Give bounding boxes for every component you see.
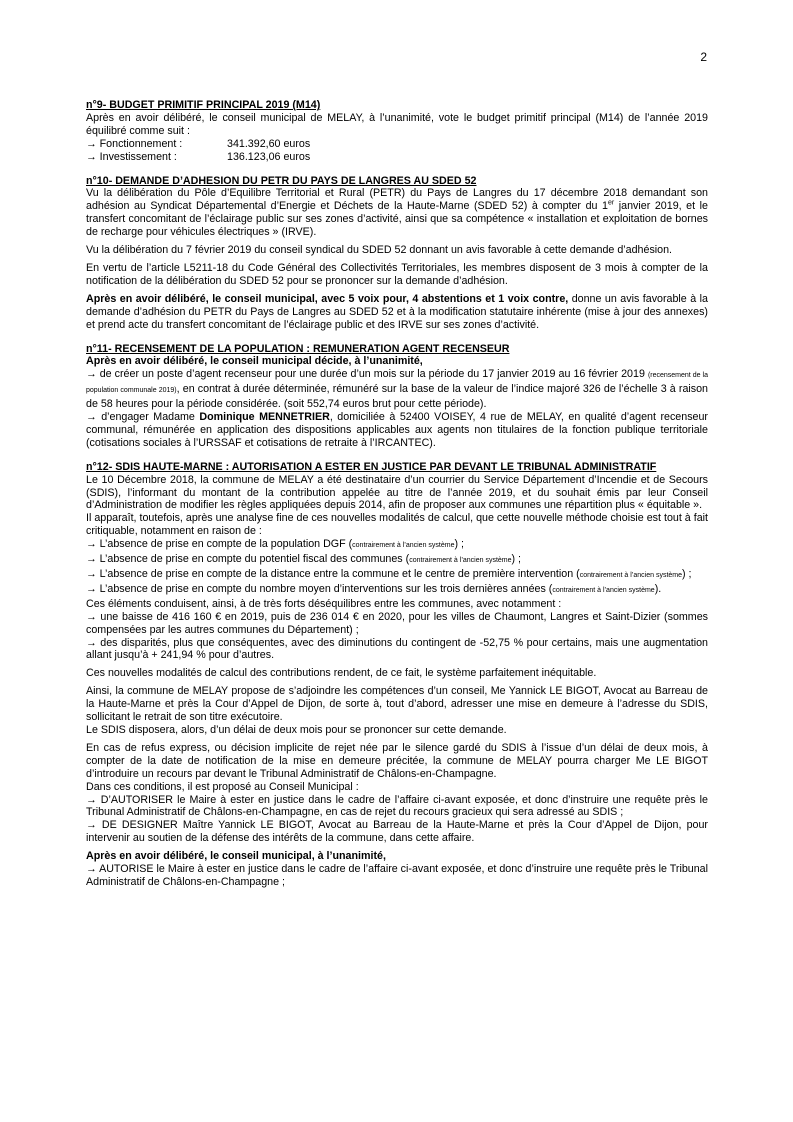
bullet-item <box>86 538 708 553</box>
section-budget <box>86 99 708 164</box>
budget-label: → Fonctionnement : <box>86 137 183 150</box>
bullet-item: → DE DESIGNER Maître Yannick LE BIGOT, Avocat au Barreau de la Haute-Marne et près la Cour d’Appel de Dijon, pour intervenir au soutien de la défense des intérêts de la commune, dans cette affaire. <box>86 819 708 845</box>
bullet-item <box>86 583 708 598</box>
superscript: er <box>607 199 615 207</box>
text: → de créer un poste d’agent recenseur pour une durée d’un mois sur la période du 17 janvier 2019 au 16 février 2019 <box>86 368 648 381</box>
section-adhesion-petr <box>86 175 708 332</box>
paragraph: Ces nouvelles modalités de calcul des contributions rendent, de ce fait, le système parfaitement inéquitable. <box>86 667 597 680</box>
budget-label: → Investissement : <box>86 150 177 163</box>
section-sdis <box>86 461 708 889</box>
paragraph: Vu la délibération du 7 février 2019 du conseil syndical du SDED 52 donnant un avis favorable à cette demande d’adhésion. <box>86 244 673 257</box>
section-heading: n°10- DEMANDE D’ADHESION DU PETR DU PAYS DE LANGRES AU SDED 52 <box>86 174 477 187</box>
section-heading: n°9- BUDGET PRIMITIF PRINCIPAL 2019 (M14) <box>86 99 321 111</box>
paragraph: Ainsi, la commune de MELAY propose de s’adjoindre les compétences d’un conseil, Me Yannick LE BIGOT, Avocat au Barreau de la Haute-Marne et près la Cour d’Appel de Dijon, de sorte à, tout d’abord, adresser une mise en demeure à l’adresse du SDIS, sollicitant le retrait de son titre exécutoire. <box>86 685 708 724</box>
paragraph: En cas de refus express, ou décision implicite de rejet née par le silence gardé du SDIS à l’issue d’un délai de deux mois, à compter de la date de notification de la mise en demeure précitée, la commune de MELAY pourra charger Me LE BIGOT d’introduire un recours par devant le Tribunal Administratif de Châlons-en-Champagne. <box>86 741 708 780</box>
budget-value: 341.392,60 euros <box>227 137 311 150</box>
section-recensement <box>86 343 708 450</box>
bullet-item: → des disparités, plus que conséquentes, avec des diminutions du contingent de -52,75 % pour certains, mais une augmentation allant jusqu’à + 241,94 % pour d’autres. <box>86 636 708 662</box>
text: donne un avis favorable à la demande d’adhésion du PETR du Pays de Langres au SDED 52 et à la modification statutaire inhérente (mise à jour des annexes) et prend acte du transfert concomitant de l’éclairage public et des IRVE sur ses zones d’activité. <box>86 292 708 331</box>
small-text: contrairement à l’ancien système <box>552 586 655 594</box>
section-heading: n°11- RECENSEMENT DE LA POPULATION : REMUNERATION AGENT RECENSEUR <box>86 342 510 355</box>
bold-text: Après en avoir délibéré, le conseil municipal, avec 5 voix pour, 4 abstentions et 1 voix contre, <box>86 292 569 305</box>
paragraph: Dans ces conditions, il est proposé au Conseil Municipal : <box>86 780 359 793</box>
bullet-item <box>86 411 708 450</box>
text: , en contrat à durée déterminée, rémunéré sur la base de la valeur de l’indice majoré 326 de l’échelle 3 à raison de 58 heures pour la période considérée. (soit 552,74 euros brut pour cette période). <box>86 383 708 411</box>
small-text: contrairement à l’ancien système <box>409 557 512 565</box>
paragraph: Ces éléments conduisent, ainsi, à de très forts déséquilibres entre les communes, avec notamment : <box>86 597 562 610</box>
text: ) ; <box>682 568 692 580</box>
paragraph <box>86 293 708 332</box>
budget-value: 136.123,06 euros <box>227 150 311 163</box>
small-text: (recensement de la population communale 2019) <box>86 372 709 395</box>
text: ) ; <box>454 538 464 551</box>
decision-lead: Après en avoir délibéré, le conseil municipal décide, à l’unanimité, <box>86 355 423 368</box>
text: ) ; <box>511 553 522 566</box>
small-text: contrairement à l’ancien système <box>579 572 683 579</box>
text: → L’absence de prise en compte de la population DGF ( <box>86 538 353 551</box>
person-name: Dominique MENNETRIER <box>199 411 330 424</box>
paragraph: Le 10 Décembre 2018, la commune de MELAY a été destinataire d’un courrier du Service Département d’Incendie et de Secours (SDIS), l’informant du montant de la contribution appelée au titre de l’année 2019, et du souhait émis par leur Conseil d’Administration de modifier les règles appliquées depuis 2014, afin de proposer aux communes une répartition plus « équitable ». <box>86 473 708 512</box>
budget-row-fonctionnement <box>86 138 708 151</box>
paragraph <box>86 187 708 239</box>
paragraph: Il apparaît, toutefois, après une analyse fine de ces nouvelles modalités de calcul, que cette nouvelle méthode choisie est tout à fait critiquable, notamment en raison de : <box>86 512 708 538</box>
text: ). <box>654 582 662 595</box>
bullet-item <box>86 368 708 411</box>
text: Vu la délibération du Pôle d’Equilibre Territorial et Rural (PETR) du Pays de Langres du 17 décembre 2018 demandant son adhésion au Syndicat Départemental d’Energie et Déchets de la Haute-Marne (SDED 52) à compter du 1 <box>86 187 708 213</box>
document-body <box>86 99 708 900</box>
bullet-item: → une baisse de 416 160 € en 2019, puis de 236 014 € en 2020, pour les villes de Chaumont, Langres et Saint-Dizier (sommes compensées par les autres communes du Département) ; <box>86 610 708 636</box>
text: janvier 2019, et le transfert concomitant de l’éclairage public sur ses zones d’activité, ainsi que sa compétence « installation et exploitation de bornes de recharge pour véhicules électriques » (IRVE). <box>86 200 708 239</box>
paragraph: En vertu de l’article L5211-18 du Code Général des Collectivités Territoriales, les membres disposent de 3 mois à compter de la notification de la délibération du SDED 52 pour se prononcer sur la demande d’adhésion. <box>86 261 708 287</box>
bullet-item <box>86 568 708 583</box>
small-text: contrairement à l’ancien système <box>352 542 455 550</box>
paragraph: Après en avoir délibéré, le conseil municipal de MELAY, à l’unanimité, vote le budget primitif principal (M14) de l’année 2019 équilibré comme suit : <box>86 111 708 137</box>
text: → L’absence de prise en compte du nombre moyen d’interventions sur les trois dernières années ( <box>86 582 553 595</box>
decision-lead: Après en avoir délibéré, le conseil municipal, à l’unanimité, <box>86 850 386 863</box>
text: → d’engager Madame <box>86 411 200 424</box>
text: → L’absence de prise en compte de la distance entre la commune et le centre de première intervention ( <box>86 568 580 580</box>
text: , domiciliée à 52400 VOISEY, 4 rue de MELAY, en qualité d’agent recenseur communal, rémunérée en application des dispositions applicables aux agents non titulaires de la fonction publique territoriale (cotisations sociales à l’URSSAF et cotisations de retraite à l’IRCANTEC). <box>86 411 708 449</box>
page-number: 2 <box>700 50 707 64</box>
bullet-item: → D’AUTORISER le Maire à ester en justice dans le cadre de l’affaire ci-avant exposée, et donc d’instruire une requête près le Tribunal Administratif de Châlons-en-Champagne, en cas de rejet du recours gracieux qui sera adressé au SDIS ; <box>86 793 708 819</box>
section-heading: n°12- SDIS HAUTE-MARNE : AUTORISATION A ESTER EN JUSTICE PAR DEVANT LE TRIBUNAL ADMINISTRATIF <box>86 460 657 473</box>
bullet-item <box>86 553 708 568</box>
paragraph: Le SDIS disposera, alors, d’un délai de deux mois pour se prononcer sur cette demande. <box>86 723 507 736</box>
text: → L’absence de prise en compte du potentiel fiscal des communes ( <box>86 553 410 566</box>
budget-row-investissement <box>86 151 708 164</box>
bullet-item: → AUTORISE le Maire à ester en justice dans le cadre de l’affaire ci-avant exposée, et donc d’instruire une requête près le Tribunal Administratif de Châlons-en-Champagne ; <box>86 863 708 888</box>
